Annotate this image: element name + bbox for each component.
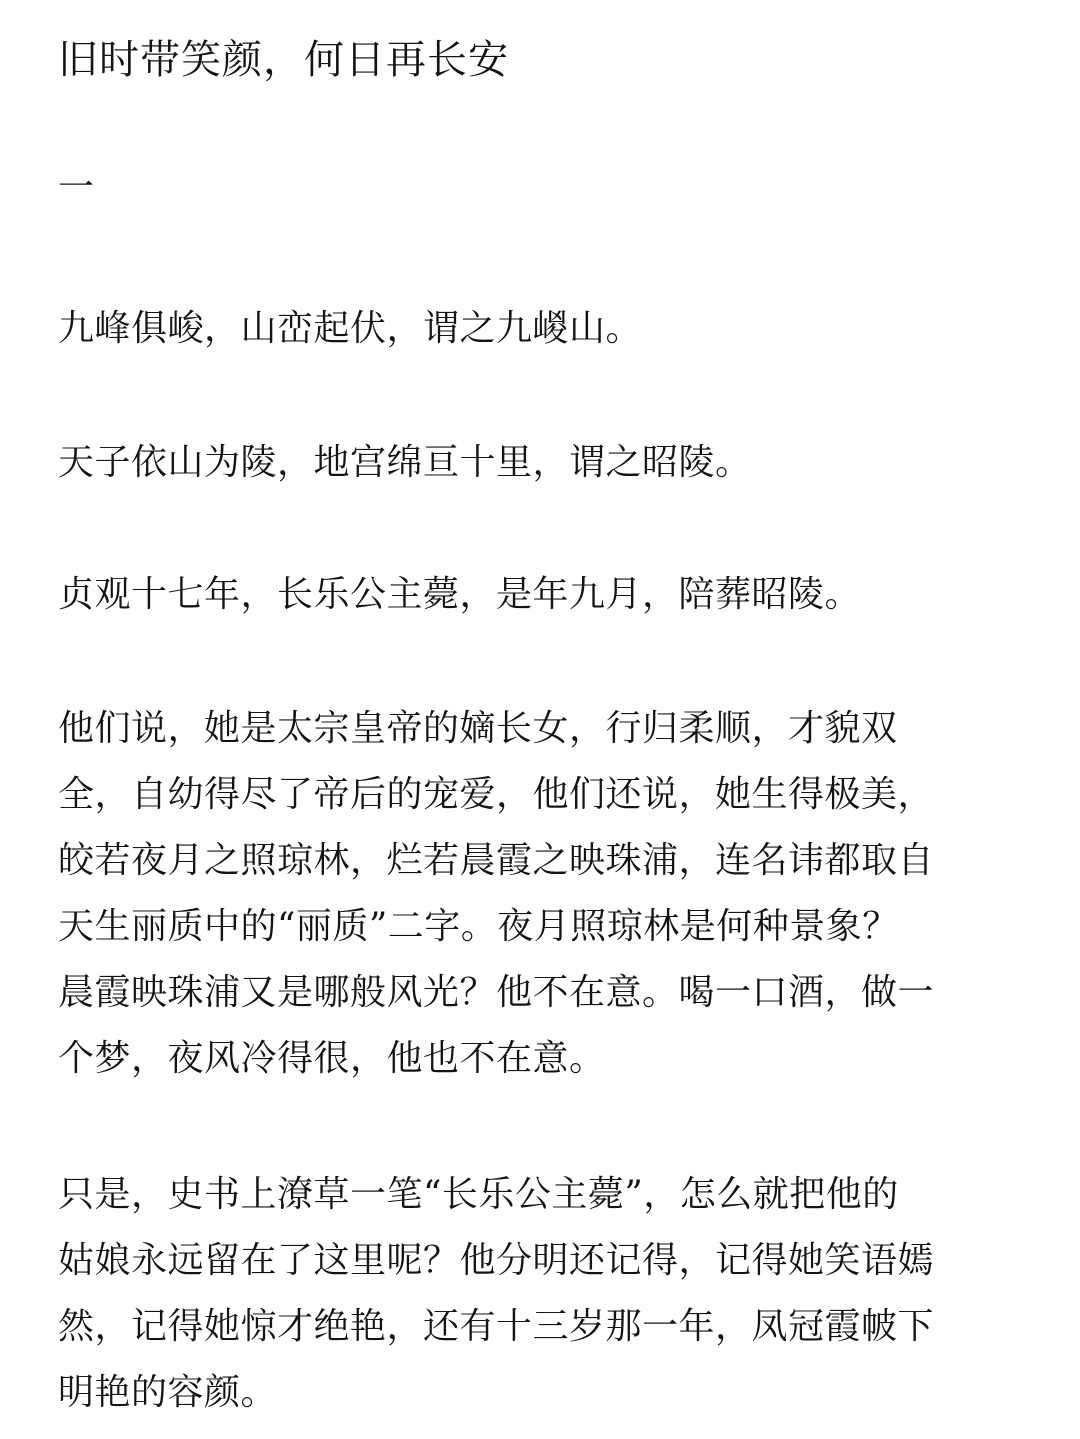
paragraph-line: 晨霞映珠浦又是哪般风光？他不在意。喝一口酒，做一 <box>58 972 935 1013</box>
paragraph-4 <box>58 696 1018 1092</box>
paragraph-line: 他们说，她是太宗皇帝的嫡长女，行归柔顺，才貌双 <box>58 708 898 749</box>
paragraph-line: 贞观十七年，长乐公主薨，是年九月，陪葬昭陵。 <box>58 574 862 615</box>
paragraph-line: 天生丽质中的“丽质”二字。夜月照琼林是何种景象？ <box>58 906 899 947</box>
paragraph-line: 然，记得她惊才绝艳，还有十三岁那一年，凤冠霞帔下 <box>58 1306 935 1347</box>
paragraph-2 <box>58 430 1018 496</box>
paragraph-1 <box>58 296 1018 362</box>
paragraph-line: 皎若夜月之照琼林，烂若晨霞之映珠浦，连名讳都取自 <box>58 840 935 881</box>
paragraph-line: 只是，史书上潦草一笔“长乐公主薨”，怎么就把他的 <box>58 1174 899 1215</box>
paragraph-line: 全，自幼得尽了帝后的宠爱，他们还说，她生得极美， <box>58 774 935 815</box>
paragraph-5 <box>58 1162 1018 1426</box>
paragraph-line: 天子依山为陵，地宫绵亘十里，谓之昭陵。 <box>58 442 752 483</box>
paragraph-line: 明艳的容颜。 <box>58 1372 278 1413</box>
chapter-number: 一 <box>58 167 95 208</box>
paragraph-line: 九峰俱峻，山峦起伏，谓之九嵕山。 <box>58 308 643 349</box>
paragraph-line: 姑娘永远留在了这里呢？他分明还记得，记得她笑语嫣 <box>58 1240 935 1281</box>
article-title: 旧时带笑颜，何日再长安 <box>58 37 509 83</box>
paragraph-line: 个梦，夜风冷得很，他也不在意。 <box>58 1038 606 1079</box>
paragraph-3 <box>58 562 1018 628</box>
